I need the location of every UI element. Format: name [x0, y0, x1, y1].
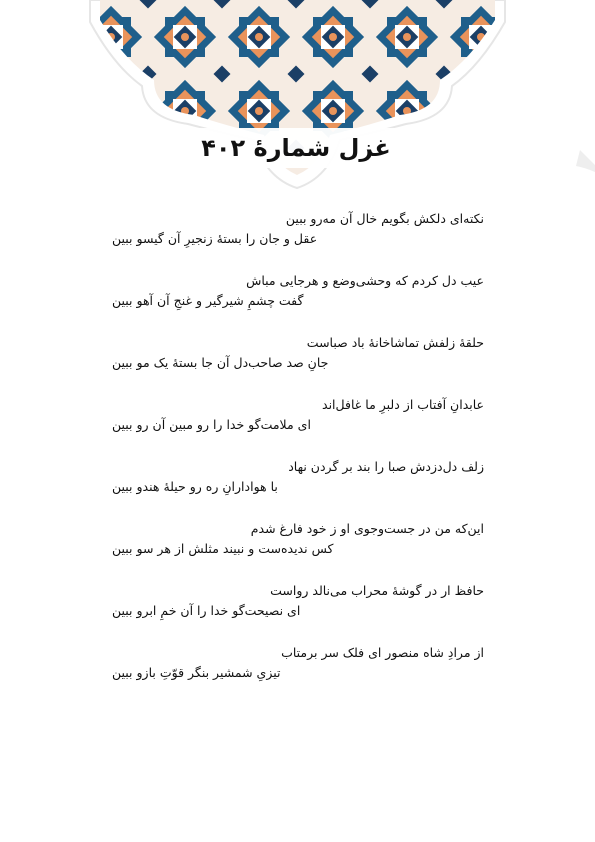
misra-first: از مرادِ شاه منصور ای فلک سر برمتاب: [281, 645, 484, 660]
poem-body: [112, 209, 484, 705]
bayt: [112, 395, 484, 457]
misra-first: حافظ ار در گوشهٔ محراب می‌نالد رواست: [270, 583, 484, 598]
misra-first: عابدانِ آفتاب از دلبرِ ما غافل‌اند: [322, 397, 484, 412]
bayt: [112, 457, 484, 519]
bayt: [112, 643, 484, 705]
bayt: [112, 209, 484, 271]
page-title: غزل شمارهٔ ۴۰۲: [201, 134, 391, 162]
misra-second: گفت چشمِ شیرگیر و غنجِ آن آهو ببین: [112, 293, 304, 308]
misra-first: حلقهٔ زلفش تماشاخانهٔ باد صباست: [306, 335, 484, 350]
bayt: [112, 581, 484, 643]
misra-second: عقل و جان را بستهٔ زنجیرِ آن گیسو ببین: [112, 231, 318, 246]
misra-first: این‌که من در جست‌وجوی او ز خود فارغ شدم: [250, 521, 484, 536]
misra-first: زلف دل‌دزدش صبا را بند بر گردن نهاد: [288, 459, 484, 474]
misra-second: کس ندیده‌ست و نبیند مثلش از هر سو ببین: [112, 541, 334, 556]
misra-second: با هوادارانِ ره رو حیلهٔ هندو ببین: [112, 479, 278, 494]
misra-first: نکته‌ای دلکش بگویم خال آن مه‌رو ببین: [285, 211, 484, 226]
bayt: [112, 333, 484, 395]
misra-second: تیزیِ شمشیر بنگر قوّتِ بازو ببین: [112, 665, 281, 680]
bayt: [112, 271, 484, 333]
tile-border-icon: [0, 837, 595, 842]
misra-second: ای ملامت‌گو خدا را رو مبین آن رو ببین: [112, 417, 311, 432]
misra-second: جانِ صد صاحب‌دل آن جا بستهٔ یک مو ببین: [112, 355, 329, 370]
bayt: [112, 519, 484, 581]
misra-second: ای نصیحت‌گو خدا را آن خمِ ابرو ببین: [112, 603, 301, 618]
misra-first: عیب دل کردم که وحشی‌وضع و هرجایی مباش: [246, 273, 484, 288]
footer-ornament: [0, 832, 595, 842]
